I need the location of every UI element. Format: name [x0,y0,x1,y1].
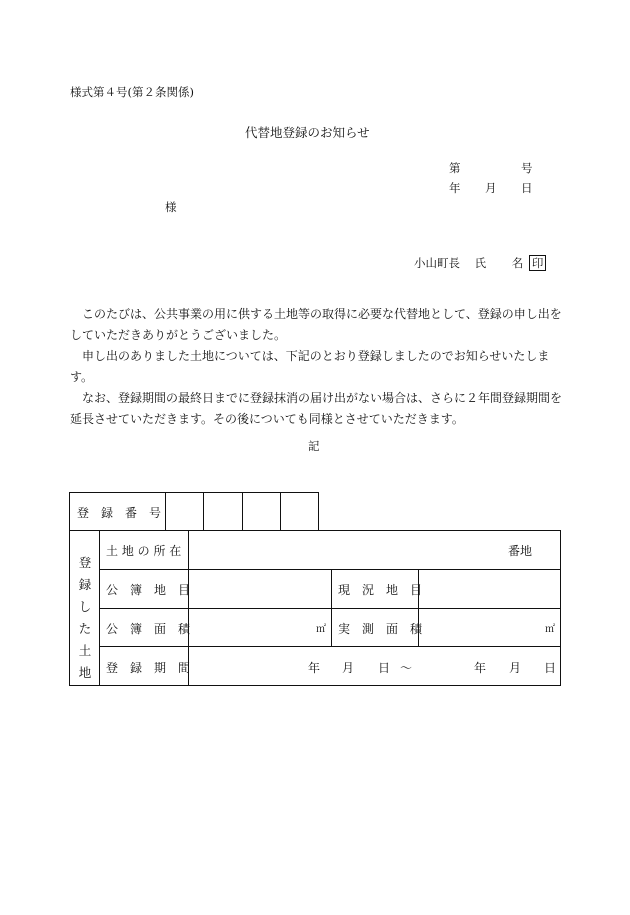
sender-office: 小山町長 [414,256,460,270]
body-text [70,304,570,430]
sender-shi: 氏 [474,256,487,270]
seal-mark: 印 [529,255,547,271]
period-tilde: ～ [400,661,413,675]
koubo-chimoku-label: 公 簿 地 目 [106,583,191,597]
reg-number-label: 登 録 番 号 [77,506,162,520]
doc-number-prefix: 第 [449,161,461,175]
sender-mei: 名 [511,256,524,270]
koubo-menseki-unit: ㎡ [316,624,326,635]
koubo-menseki-label: 公 簿 面 積 [106,622,191,636]
period-end-month: 月 [509,661,522,675]
date-day: 日 [521,181,533,195]
body-paragraph-3: なお、登録期間の最終日までに登録抹消の届け出がない場合は、さらに２年間登録期間を延長させていただきます。その後についても同様とさせていただきます。 [70,391,563,426]
doc-number-suffix: 号 [521,161,533,175]
body-paragraph-2: 申し出のありました土地については、下記のとおり登録しましたのでお知らせいたします。 [70,349,550,384]
body-paragraph-1: このたびは、公共事業の用に供する土地等の取得に必要な代替地として、登録の申し出をしていただきありがとうございました。 [70,307,562,342]
ki-heading: 記 [308,439,320,453]
addressee-suffix: 様 [165,200,177,214]
banchi-label: 番地 [508,544,533,558]
location-label: 土 地 の 所 在 [106,544,182,558]
form-id: 様式第４号(第２条関係) [70,85,194,99]
registered-land-label: 登録した土地 [78,555,92,680]
genkyo-chimoku-label: 現 況 地 目 [338,583,423,597]
jissoku-menseki-label: 実 測 面 積 [338,622,423,636]
period-start-day: 日 [378,661,391,675]
period-end-year: 年 [474,661,487,675]
period-start-year: 年 [308,661,321,675]
jissoku-menseki-unit: ㎡ [545,624,555,635]
sender-line [414,255,546,271]
period-label: 登 録 期 間 [106,661,191,675]
period-end-day: 日 [544,661,557,675]
document-title: 代替地登録のお知らせ [245,125,370,140]
period-start-month: 月 [342,661,355,675]
date-month: 月 [485,181,497,195]
date-year: 年 [449,181,461,195]
